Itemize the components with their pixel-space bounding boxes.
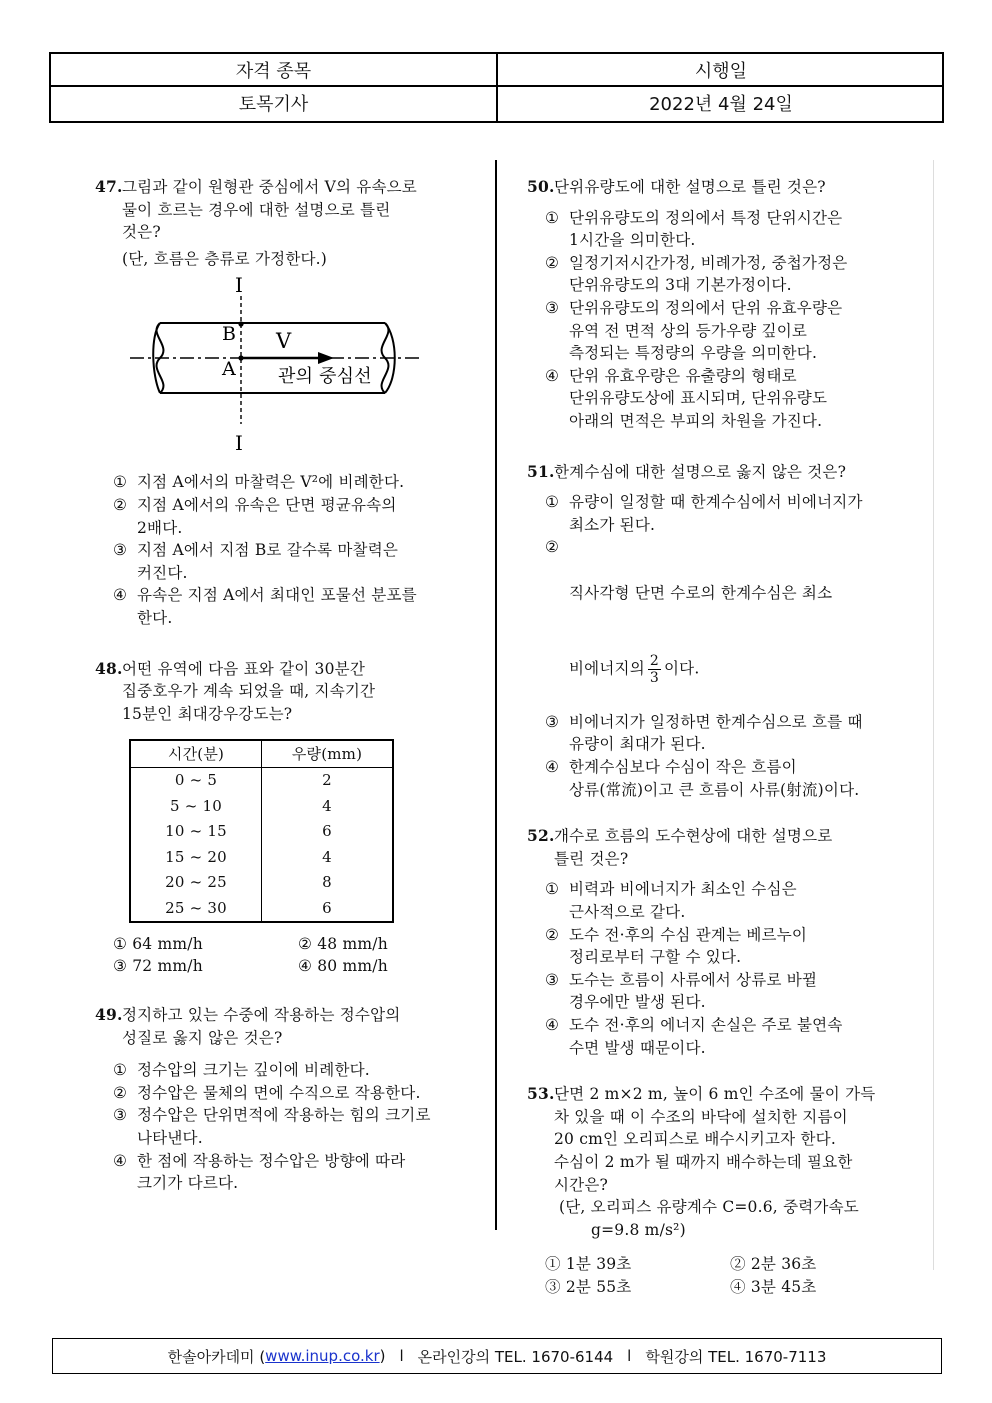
- option-3: ③ 지점 A에서 지점 B로 갈수록 마찰력은 커진다.: [113, 541, 399, 582]
- question-51: [527, 461, 917, 802]
- option-4: ④ 한 점에 작용하는 정수압은 방향에 따라 크기가 다르다.: [113, 1151, 406, 1193]
- option-2: ② 도수 전·후의 수심 관계는 베르누이 정리로부터 구할 수 있다.: [545, 925, 808, 967]
- footer-online-phone: 온라인강의 TEL. 1670-6144: [417, 1347, 614, 1366]
- option-1: ① 단위유량도의 정의에서 특정 단위시간은 1시간을 의미한다.: [545, 208, 843, 250]
- question-47: [95, 176, 485, 630]
- question-note-cont: g=9.8 m/s²): [591, 1220, 686, 1239]
- section-label-bottom: I: [235, 431, 244, 456]
- section-label-top: I: [235, 276, 244, 298]
- option-2: ② 2분 36초: [730, 1255, 817, 1274]
- option-4: ④ 단위 유효우량은 유출량의 형태로 단위유량도상에 표시되며, 단위유량도 아래의 면적은 부피의 차원을 가진다.: [545, 366, 828, 430]
- option-1: ① 비력과 비에너지가 최소인 수심은 근사적으로 같다.: [545, 880, 797, 922]
- option-2: ② 직사각형 단면 수로의 한계수심은 최소 비에너지의 $\frac{2}{3}$ 이다.: [545, 538, 833, 687]
- question-text: 단면 2 m×2 m, 높이 6 m인 수조에 물이 가득 차 있을 때 이 수조의 바닥에 설치한 지름이 20 cm인 오리피스로 배수시키고자 한다. 수심이 2 m가 될 때까지 배수하는데 필요한 시간은?: [554, 1085, 876, 1194]
- option-1: ① 64 mm/h: [113, 934, 203, 953]
- footer-separator: l: [627, 1347, 632, 1365]
- question-text: 그림과 같이 원형관 중심에서 V의 유속으로 물이 흐르는 경우에 대한 설명으로 틀린 것은?: [122, 178, 417, 242]
- option-3: ③ 72 mm/h: [113, 957, 203, 976]
- options-list: [527, 491, 917, 801]
- option-3: ③ 정수압은 단위면적에 작용하는 힘의 크기로 나타낸다.: [113, 1106, 431, 1147]
- point-a-label: A: [222, 358, 236, 381]
- footer-bar: 한솔아카데미 ( www.inup.co.kr ) l 온라인강의 TEL. 1670-6144 l 학원강의 TEL. 1670-7113: [52, 1338, 942, 1374]
- question-number: 53.: [527, 1084, 555, 1104]
- pipe-flow-figure: [130, 276, 430, 461]
- question-53: [527, 1083, 917, 1298]
- option-3: ③ 2분 55초: [545, 1277, 632, 1296]
- question-48: [95, 658, 485, 978]
- velocity-arrowhead: [318, 352, 334, 364]
- option-3: ③ 비에너지가 일정하면 한계수심으로 흐를 때 유량이 최대가 된다.: [545, 712, 863, 754]
- option-3: ③ 도수는 흐름이 사류에서 상류로 바뀔 경우에만 발생 된다.: [545, 970, 818, 1012]
- table-row: 15 ~ 20 4: [130, 844, 393, 870]
- point-b-dot: [238, 322, 243, 327]
- question-text: 한계수심에 대한 설명으로 옳지 않은 것은?: [554, 462, 847, 481]
- options-list: [527, 878, 917, 1059]
- option-4: ④ 3분 45초: [730, 1277, 817, 1296]
- question-52: [527, 825, 917, 1059]
- column-header-rainfall: 우량(mm): [262, 740, 394, 767]
- header-date-value: 2022년 4월 24일: [649, 94, 793, 115]
- question-number: 50.: [527, 177, 555, 196]
- options-grid: [527, 1253, 917, 1298]
- options-list: [95, 471, 485, 629]
- question-text: 단위유량도에 대한 설명으로 틀린 것은?: [554, 178, 826, 196]
- option-2: ② 일정기저시간가정, 비례가정, 중첩가정은 단위유량도의 3대 기본가정이다.: [545, 253, 848, 295]
- table-row: 0 ~ 5 2: [130, 767, 393, 793]
- point-b-label: B: [222, 323, 237, 346]
- footer-offline-phone: 학원강의 TEL. 1670-7113: [645, 1347, 827, 1366]
- question-note: (단, 오리피스 유량계수 C=0.6, 중력가속도: [559, 1198, 859, 1217]
- options-grid: [95, 933, 485, 978]
- fraction-two-thirds: $\frac{2}{3}$: [649, 653, 659, 687]
- footer-academy: 한솔아카데미 (: [167, 1347, 266, 1366]
- header-table: [49, 52, 944, 123]
- footer-separator: l: [399, 1347, 404, 1365]
- question-number: 47.: [95, 177, 123, 196]
- question-note: (단, 흐름은 층류로 가정한다.): [122, 249, 328, 268]
- question-text: 개수로 흐름의 도수현상에 대한 설명으로 틀린 것은?: [554, 827, 833, 868]
- column-header-time: 시간(분): [130, 740, 262, 767]
- header-subject-title: 자격 종목: [51, 54, 498, 85]
- option-1: ① 1분 39초: [545, 1255, 632, 1274]
- table-row: 20 ~ 25 8: [130, 870, 393, 896]
- option-1: ① 정수압의 크기는 깊이에 비례한다.: [113, 1061, 370, 1080]
- option-4: ④ 80 mm/h: [298, 957, 388, 976]
- question-number: 48.: [95, 658, 123, 678]
- question-text: 어떤 유역에 다음 표와 같이 30분간 집중호우가 계속 되었을 때, 지속기간 15분인 최대강우강도는?: [122, 659, 376, 723]
- option-1: ① 지점 A에서의 마찰력은 V²에 비례한다.: [113, 473, 405, 492]
- velocity-label: V: [276, 329, 292, 354]
- question-49: [95, 1004, 485, 1195]
- table-row: 25 ~ 30 6: [130, 895, 393, 922]
- academy-website-link[interactable]: www.inup.co.kr: [265, 1347, 380, 1365]
- option-4: ④ 한계수심보다 수심이 작은 흐름이 상류(常流)이고 큰 흐름이 사류(射流)이다.: [545, 758, 860, 799]
- option-2: ② 지점 A에서의 유속은 단면 평균유속의 2배다.: [113, 495, 397, 537]
- question-number: 49.: [95, 1005, 123, 1024]
- options-list: [527, 207, 917, 433]
- table-row: 5 ~ 10 4: [130, 793, 393, 819]
- question-50: [527, 176, 917, 433]
- option-2: ② 정수압은 물체의 면에 수직으로 작용한다.: [113, 1083, 421, 1102]
- option-2: ② 48 mm/h: [298, 934, 388, 953]
- option-3: ③ 단위유량도의 정의에서 단위 유효우량은 유역 전 면적 상의 등가우량 깊이로 측정되는 특정량의 우량을 의미한다.: [545, 298, 843, 363]
- table-row: 10 ~ 15 6: [130, 819, 393, 845]
- header-row-values: [51, 85, 942, 121]
- question-text: 정지하고 있는 수중에 작용하는 정수압의 성질로 옳지 않은 것은?: [122, 1006, 401, 1047]
- rainfall-table: [129, 739, 394, 923]
- right-margin-line: [933, 160, 934, 1270]
- option-1: ① 유량이 일정할 때 한계수심에서 비에너지가 최소가 된다.: [545, 493, 863, 534]
- header-row-titles: [51, 54, 942, 87]
- right-column: [527, 176, 917, 1299]
- question-number: 52.: [527, 826, 555, 846]
- option-4: ④ 유속은 지점 A에서 최대인 포물선 분포를 한다.: [113, 586, 417, 627]
- column-divider: [495, 160, 497, 1230]
- header-date-title: 시행일: [694, 60, 748, 82]
- question-number: 51.: [527, 461, 555, 481]
- left-column: [95, 176, 485, 1195]
- centerline-label: 관의 중심선: [278, 366, 372, 388]
- table-header-row: [130, 740, 393, 767]
- header-subject-value: 토목기사: [51, 85, 498, 121]
- option-4: ④ 도수 전·후의 에너지 손실은 주로 불연속 수면 발생 때문이다.: [545, 1016, 843, 1057]
- options-list: [95, 1059, 485, 1195]
